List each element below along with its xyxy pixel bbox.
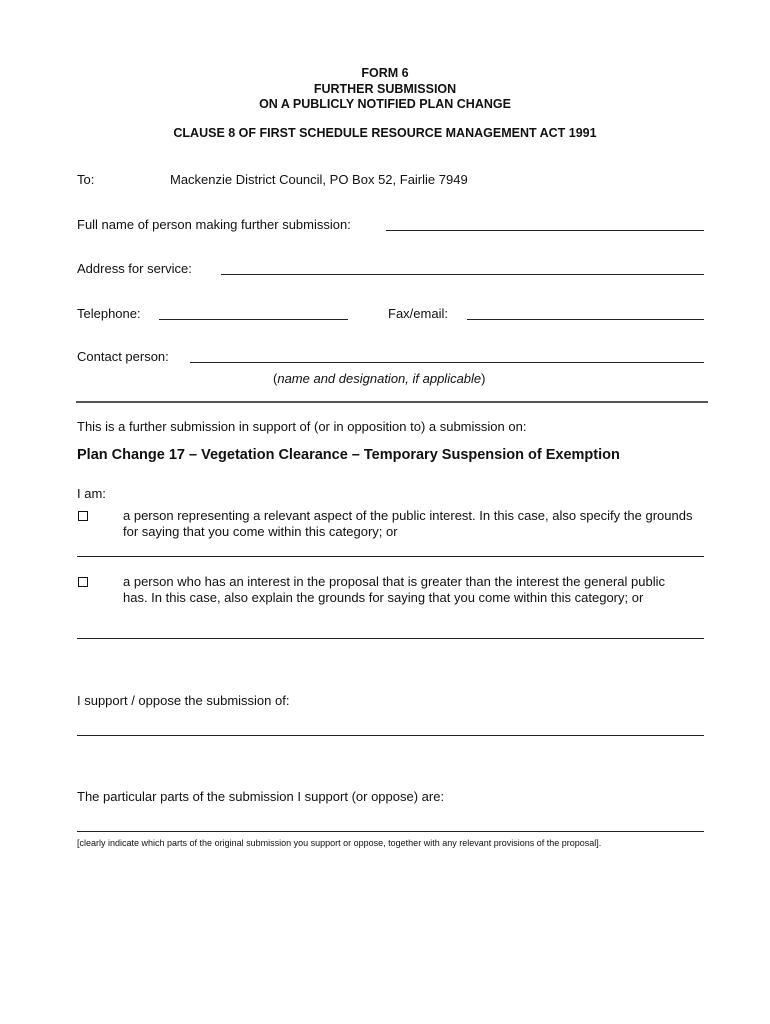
address-line[interactable] bbox=[221, 274, 704, 275]
address-label: Address for service: bbox=[77, 261, 192, 276]
particular-parts-line[interactable] bbox=[77, 831, 704, 832]
to-address: Mackenzie District Council, PO Box 52, Fairlie 7949 bbox=[170, 172, 468, 187]
contact-person-line[interactable] bbox=[190, 362, 704, 363]
greater-interest-option-text: a person who has an interest in the proposal that is greater than the interest the general public has. In this case, also explain the grounds for saying that you come within this category; or bbox=[123, 574, 666, 605]
telephone-label: Telephone: bbox=[77, 306, 141, 321]
telephone-line[interactable] bbox=[159, 319, 348, 320]
section-divider bbox=[76, 401, 708, 403]
contact-person-label: Contact person: bbox=[77, 349, 169, 364]
full-name-label: Full name of person making further submission: bbox=[77, 217, 351, 232]
i-am-label: I am: bbox=[77, 486, 106, 501]
contact-hint bbox=[273, 371, 486, 386]
form-title: FURTHER SUBMISSION bbox=[313, 82, 457, 96]
greater-interest-grounds-line[interactable] bbox=[77, 638, 704, 639]
particular-parts-hint: [clearly indicate which parts of the original submission you support or oppose, together with any relevant provisions of the proposal]. bbox=[77, 838, 602, 848]
fax-email-line[interactable] bbox=[467, 319, 704, 320]
fax-email-label: Fax/email: bbox=[388, 306, 448, 321]
public-interest-option-text: a person representing a relevant aspect of the public interest. In this case, also specify the grounds for saying that you come within this category; or bbox=[123, 508, 693, 539]
support-oppose-label: I support / oppose the submission of: bbox=[77, 693, 290, 708]
full-name-line[interactable] bbox=[386, 230, 704, 231]
public-interest-checkbox[interactable] bbox=[78, 511, 88, 521]
plan-change-heading: Plan Change 17 – Vegetation Clearance – Temporary Suspension of Exemption bbox=[77, 447, 620, 463]
greater-interest-checkbox[interactable] bbox=[78, 577, 88, 587]
contact-hint-open: ( bbox=[273, 371, 278, 386]
form-subtitle: ON A PUBLICLY NOTIFIED PLAN CHANGE bbox=[259, 97, 511, 111]
contact-hint-text: name and designation, if applicable bbox=[277, 371, 482, 386]
form-number: FORM 6 bbox=[361, 66, 409, 80]
particular-parts-label: The particular parts of the submission I support (or oppose) are: bbox=[77, 789, 445, 804]
clause-heading: CLAUSE 8 OF FIRST SCHEDULE RESOURCE MANAGEMENT ACT 1991 bbox=[173, 126, 597, 140]
intro-text: This is a further submission in support of (or in opposition to) a submission on: bbox=[77, 419, 527, 434]
contact-hint-close: ) bbox=[481, 371, 486, 386]
support-oppose-line[interactable] bbox=[77, 735, 704, 736]
to-label: To: bbox=[77, 172, 95, 187]
public-interest-grounds-line[interactable] bbox=[77, 556, 704, 557]
